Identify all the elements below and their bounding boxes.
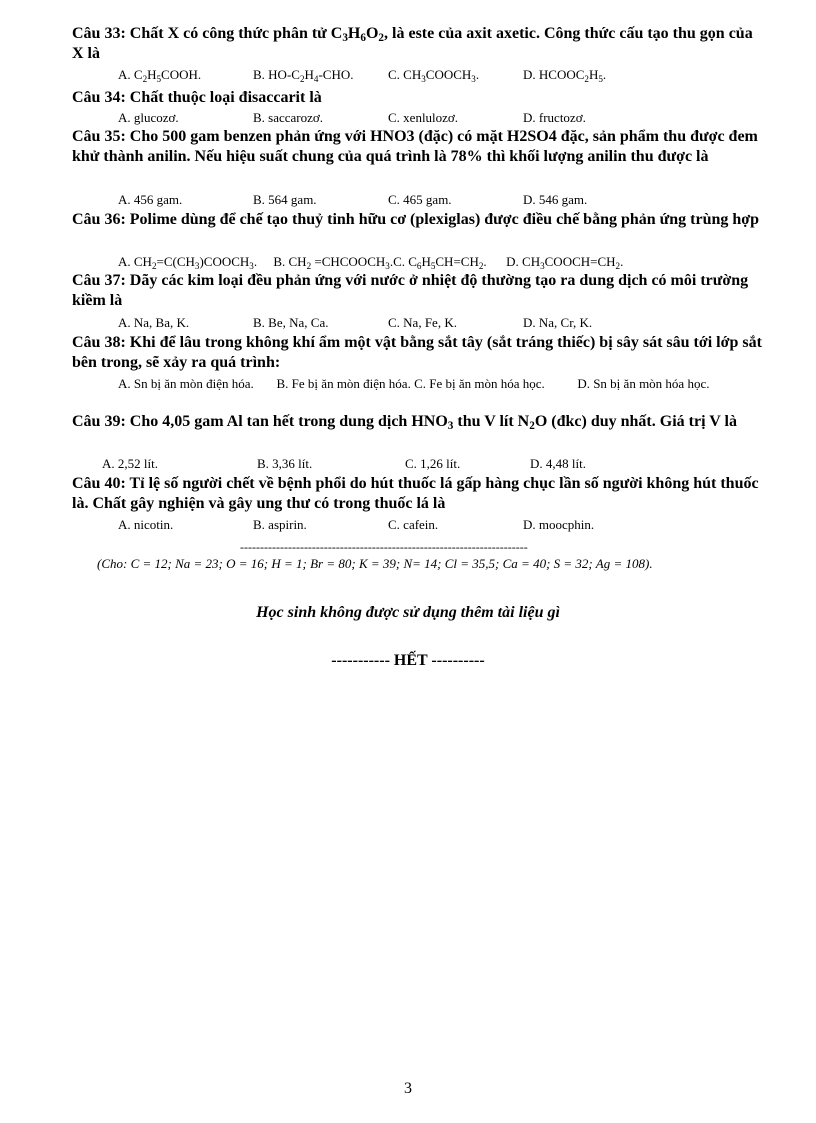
option-b: B. Be, Na, Ca. xyxy=(253,315,329,330)
subscript: 2 xyxy=(529,420,535,432)
question-number: Câu 37: xyxy=(72,272,126,289)
option-d: D. 4,48 lít. xyxy=(530,456,586,471)
question-39 xyxy=(72,412,762,432)
options-37 xyxy=(118,315,778,330)
question-37 xyxy=(72,271,762,311)
options-35 xyxy=(118,192,778,207)
option-a xyxy=(118,67,201,82)
text: -CHO. xyxy=(318,67,354,82)
subscript: 5 xyxy=(430,261,436,271)
subscript: 3 xyxy=(342,32,348,44)
question-number: Câu 38: xyxy=(72,334,126,351)
question-40 xyxy=(72,474,762,514)
option-d xyxy=(506,254,623,269)
option-b xyxy=(273,254,393,269)
subscript: 2 xyxy=(142,74,148,84)
text: H xyxy=(304,67,314,82)
text: B. CH xyxy=(273,254,307,269)
options-34 xyxy=(118,110,778,125)
subscript: 2 xyxy=(378,32,385,44)
options-40 xyxy=(118,517,778,532)
subscript: 3 xyxy=(421,74,426,84)
options-38 xyxy=(118,376,768,392)
text: D. CH xyxy=(506,254,541,269)
question-stem: Cho 500 gam benzen phản ứng với HNO3 (đặc) có mặt H2SO4 đặc, sản phẩm thu được đem khử thành anilin. Nếu hiệu suất chung của quá trình là 78% thì khối lượng anilin thu được là xyxy=(72,128,758,165)
option-a: A. Na, Ba, K. xyxy=(118,315,190,330)
text: . xyxy=(475,67,480,82)
question-stem: Chất thuộc loại đisaccarit là xyxy=(125,89,322,106)
option-b: B. 3,36 lít. xyxy=(257,456,313,471)
subscript: 5 xyxy=(156,74,162,84)
options-36 xyxy=(118,254,778,269)
option-c: C. cafein. xyxy=(388,517,439,532)
option-d: D. moocphin. xyxy=(523,517,595,532)
text: COOH. xyxy=(161,67,202,82)
divider-line: ------------------------------------------------------------------------ xyxy=(240,540,528,554)
text: COOCH xyxy=(425,67,472,82)
question-stem: Chất X có công thức phân tử C xyxy=(125,25,343,42)
question-36 xyxy=(72,210,762,230)
subscript: 6 xyxy=(416,261,422,271)
question-stem: , là este của axit axetic. Công thức cấu tạo thu gọn của X là xyxy=(72,25,753,62)
text: )COOCH xyxy=(199,254,250,269)
option-a: A. 456 gam. xyxy=(118,192,183,207)
option-d: D. Sn bị ăn mòn hóa học. xyxy=(577,376,710,391)
text: H xyxy=(147,67,157,82)
options-39 xyxy=(102,456,762,471)
subscript: 3 xyxy=(540,261,545,271)
option-c xyxy=(388,67,479,82)
option-b: B. aspirin. xyxy=(253,517,307,532)
text: C. C xyxy=(393,254,417,269)
option-b xyxy=(253,67,353,82)
subscript: 2 xyxy=(151,261,157,271)
question-stem: thu V lít N xyxy=(453,413,530,430)
text: . xyxy=(483,254,487,269)
subscript: 3 xyxy=(447,420,454,432)
question-number: Câu 39: xyxy=(72,413,126,430)
option-d: D. 546 gam. xyxy=(523,192,588,207)
question-number: Câu 33: xyxy=(72,25,126,42)
question-33 xyxy=(72,24,762,64)
constants-note: (Cho: C = 12; Na = 23; O = 16; H = 1; Br = 80; K = 39; N= 14; Cl = 35,5; Ca = 40; S = 32; Ag = 108). xyxy=(97,556,653,571)
question-stem: O (đkc) duy nhất. Giá trị V là xyxy=(534,413,737,430)
subscript: 3 xyxy=(471,74,476,84)
subscript: 5 xyxy=(598,74,603,84)
question-number: Câu 34: xyxy=(72,89,126,106)
text: H xyxy=(421,254,431,269)
question-stem: Dãy các kim loại đều phản ứng với nước ở nhiệt độ thường tạo ra dung dịch có môi trường kiềm là xyxy=(72,272,749,309)
option-d xyxy=(523,67,606,82)
subscript: 2 xyxy=(584,74,589,84)
option-b: B. 564 gam. xyxy=(253,192,317,207)
text: D. HCOOC xyxy=(523,67,585,82)
option-a: A. Sn bị ăn mòn điện hóa. xyxy=(118,376,254,391)
formula-part: H xyxy=(347,25,361,42)
question-35 xyxy=(72,127,762,167)
subscript: 2 xyxy=(299,74,305,84)
option-d: D. Na, Cr, K. xyxy=(523,315,593,330)
option-a: A. 2,52 lít. xyxy=(102,456,158,471)
question-38 xyxy=(72,333,762,373)
text: A. C xyxy=(118,67,143,82)
question-number: Câu 40: xyxy=(72,475,126,492)
question-stem: Khi để lâu trong không khí ẩm một vật bằng sắt tây (sắt tráng thiếc) bị sây sát sâu tới lớp sắt bên trong, sẽ xảy ra quá trình: xyxy=(72,334,762,371)
text: CH=CH xyxy=(435,254,479,269)
exam-notice: Học sinh không được sử dụng thêm tài liệu gì xyxy=(256,604,560,621)
option-c: C. Fe bị ăn mòn hóa học. xyxy=(414,376,545,391)
subscript: 2 xyxy=(478,261,484,271)
question-number: Câu 36: xyxy=(72,211,126,228)
subscript: 6 xyxy=(360,32,366,44)
option-d: D. fructozơ. xyxy=(523,110,586,125)
options-33 xyxy=(118,67,778,82)
option-a: A. nicotin. xyxy=(118,517,174,532)
subscript: 3 xyxy=(249,261,254,271)
text: =CHCOOCH xyxy=(311,254,386,269)
formula-part: O xyxy=(365,25,379,42)
subscript: 3 xyxy=(194,261,200,271)
text: . xyxy=(620,254,624,269)
question-stem: Cho 4,05 gam Al tan hết trong dung dịch HNO xyxy=(125,413,448,430)
option-c: C. 465 gam. xyxy=(388,192,452,207)
page-number: 3 xyxy=(404,1080,412,1097)
text: =C(CH xyxy=(156,254,195,269)
text: H xyxy=(588,67,599,82)
text: C. CH xyxy=(388,67,422,82)
subscript: 4 xyxy=(313,74,319,84)
subscript: 2 xyxy=(306,261,312,271)
option-c: C. Na, Fe, K. xyxy=(388,315,457,330)
question-number: Câu 35: xyxy=(72,128,126,145)
options-inline xyxy=(118,254,623,269)
option-c: C. xenlulozơ. xyxy=(388,110,459,125)
option-b: B. saccarozơ. xyxy=(253,110,324,125)
option-a xyxy=(118,254,257,269)
question-stem: Polime dùng để chế tạo thuỷ tinh hữu cơ (plexiglas) được điều chế bằng phản ứng trùng hợp xyxy=(125,211,760,228)
option-a: A. glucozơ. xyxy=(118,110,179,125)
text: . xyxy=(389,254,394,269)
option-b: B. Fe bị ăn mòn điện hóa. xyxy=(276,376,411,391)
text: COOCH=CH xyxy=(544,254,616,269)
question-34 xyxy=(72,88,762,108)
end-marker: ----------- HẾT ---------- xyxy=(331,652,485,669)
text: . xyxy=(602,67,607,82)
option-c xyxy=(393,254,487,269)
subscript: 2 xyxy=(615,261,621,271)
option-c: C. 1,26 lít. xyxy=(405,456,461,471)
text: A. CH xyxy=(118,254,152,269)
text: . xyxy=(253,254,258,269)
text: B. HO-C xyxy=(253,67,300,82)
subscript: 3 xyxy=(385,261,390,271)
question-stem: Tỉ lệ số người chết về bệnh phổi do hút thuốc lá gấp hàng chục lần số người không hút thuốc là. Chất gây nghiện và gây ung thư có trong thuốc lá là xyxy=(72,475,759,512)
